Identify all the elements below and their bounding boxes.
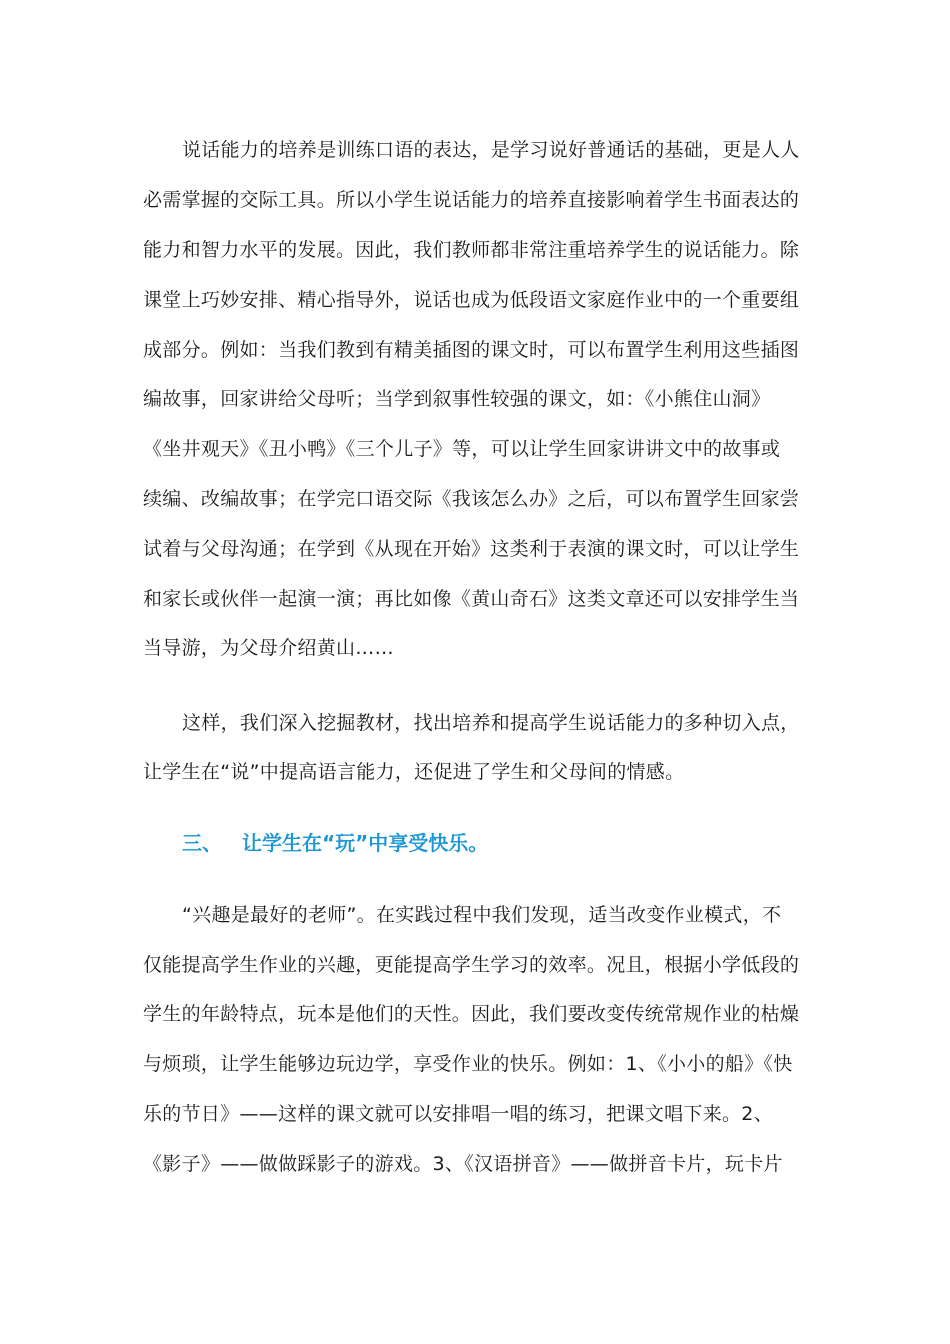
text-line: 仅能提高学生作业的兴趣，更能提高学生学习的效率。况且，根据小学低段的 [143, 954, 800, 976]
section-title: 让学生在“玩”中享受快乐。 [242, 831, 489, 855]
text-line: 成部分。例如：当我们教到有精美插图的课文时，可以布置学生利用这些插图 [143, 339, 800, 361]
text-line: 乐的节日》——这样的课文就可以安排唱一唱的练习，把课文唱下来。2、 [143, 1103, 773, 1125]
text-line: 必需掌握的交际工具。所以小学生说话能力的培养直接影响着学生书面表达的 [143, 189, 800, 211]
text-line: 让学生在“说”中提高语言能力，还促进了学生和父母间的情感。 [143, 761, 685, 783]
text-line: 当导游，为父母介绍黄山…… [143, 637, 394, 659]
text-line: 这样，我们深入挖掘教材，找出培养和提高学生说话能力的多种切入点， [182, 712, 800, 734]
text-line: 编故事，回家讲给父母听；当学到叙事性较强的课文，如：《小熊住山洞》 [143, 388, 771, 410]
text-line: 能力和智力水平的发展。因此，我们教师都非常注重培养学生的说话能力。除 [143, 239, 800, 261]
section-number: 三、 [182, 831, 222, 855]
text-line: 学生的年龄特点，玩本是他们的天性。因此，我们要改变传统常规作业的枯燥 [143, 1003, 800, 1025]
text-line: 《影子》——做做踩影子的游戏。3、《汉语拼音》——做拼音卡片，玩卡片 [143, 1153, 783, 1175]
text-line: 《坐井观天》《丑小鸭》《三个儿子》等，可以让学生回家讲讲文中的故事或 [143, 438, 781, 460]
section-heading [182, 829, 488, 857]
text-line: 说话能力的培养是训练口语的表达，是学习说好普通话的基础，更是人人 [182, 139, 800, 161]
text-line: “兴趣是最好的老师”。在实践过程中我们发现，适当改变作业模式，不 [182, 904, 782, 926]
text-line: 与烦琐，让学生能够边玩边学，享受作业的快乐。例如：1、《小小的船》《快 [143, 1053, 793, 1075]
text-line: 课堂上巧妙安排、精心指导外，说话也成为低段语文家庭作业中的一个重要组 [143, 289, 800, 311]
text-line: 续编、改编故事；在学完口语交际《我该怎么办》之后，可以布置学生回家尝 [143, 488, 800, 510]
text-line: 试着与父母沟通；在学到《从现在开始》这类利于表演的课文时，可以让学生 [143, 538, 800, 560]
text-line: 和家长或伙伴一起演一演；再比如像《黄山奇石》这类文章还可以安排学生当 [143, 588, 800, 610]
